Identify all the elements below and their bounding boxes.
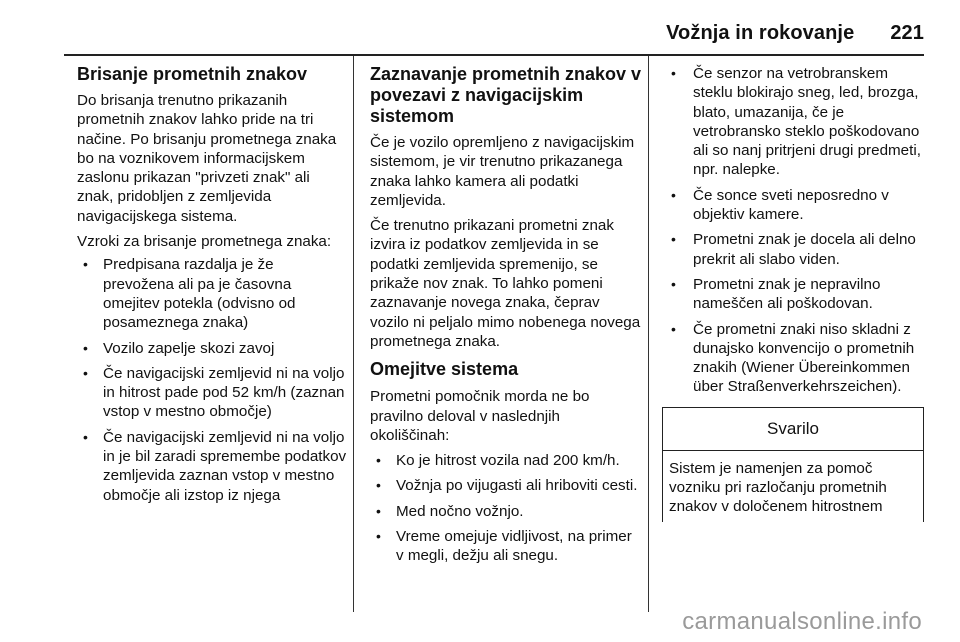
list-item: • Predpisana razdalja je že prevožena ali pa je časovna omejitev potekla (odvisno od posameznega znaka) (83, 256, 296, 332)
heading-sign-deletion: Brisanje prometnih znakov (77, 64, 308, 84)
bullet-icon: • (376, 502, 381, 519)
deletion-cause-list (77, 255, 347, 505)
paragraph-map-data-change: Če trenutno prikazani prometni znak izvira iz podatkov zemljevida in se podatki zemljevida spremenijo, se prikaže nov znak. To lahko pomeni zaznavanje novega znaka, čeprav vozilo ni peljalo mimo nobenega novega prometnega znaka. (370, 217, 641, 350)
bullet-icon: • (671, 320, 676, 337)
list-item: • Če sonce sveti neposredno v objektiv kamere. (671, 186, 889, 224)
warning-title: Svarilo (663, 408, 923, 451)
list-item: • Prometni znak je nepravilno nameščen ali poškodovan. (671, 275, 881, 313)
paragraph-deletion-causes: Vzroki za brisanje prometnega znaka: (77, 233, 332, 251)
column-divider-1 (353, 56, 354, 612)
column-divider-2 (648, 56, 649, 612)
section-title: Vožnja in rokovanje (666, 22, 855, 44)
limits-list-continued (669, 64, 927, 397)
warning-box (662, 407, 924, 522)
list-item: • Če prometni znaki niso skladni z dunajsko konvencijo o prometnih znakih (Wiener Übereinkommen über Straßenverkehrszeichen). (671, 320, 915, 396)
warning-text: Sistem je namenjen za pomoč vozniku pri razločanju prometnih znakov v določenem hitrostnem (669, 459, 887, 516)
bullet-icon: • (671, 186, 676, 203)
list-item: • Če senzor na vetrobranskem steklu blokirajo sneg, led, brozga, blato, umazanija, če je vetrobransko steklo poškodovano ali so nanj pritrjeni drugi predmeti, npr. nalepke. (671, 65, 921, 179)
list-item: • Ko je hitrost vozila nad 200 km/h. (376, 452, 620, 470)
bullet-icon: • (83, 428, 88, 445)
list-item: • Vreme omejuje vidljivost, na primer v megli, dežju ali snegu. (376, 528, 632, 565)
bullet-icon: • (376, 528, 381, 545)
column-2 (370, 64, 642, 572)
heading-navigation-recognition: Zaznavanje prometnih znakov v povezavi z navigacijskim sistemom (370, 64, 642, 126)
page-number: 221 (890, 22, 924, 44)
paragraph-deletion-intro: Do brisanja trenutno prikazanih prometnih znakov lahko pride na tri načine. Po brisanju prometnega znaka bo na voznikovem informacijskem zaslonu prikazan "privzeti znak" ali znak, pridobljen z zemljevida navigacijskega sistema. (77, 92, 337, 225)
list-item: • Med nočno vožnjo. (376, 502, 524, 520)
bullet-icon: • (376, 477, 381, 494)
bullet-icon: • (83, 364, 88, 381)
bullet-icon: • (671, 275, 676, 292)
bullet-icon: • (376, 452, 381, 469)
list-item: • Vozilo zapelje skozi zavoj (83, 339, 275, 357)
page-header (64, 22, 924, 45)
bullet-icon: • (671, 65, 676, 81)
list-item: • Če navigacijski zemljevid ni na voljo in hitrost pade pod 52 km/h (zaznan vstop v mestno območje) (83, 364, 345, 421)
watermark: carmanualsonline.info (682, 608, 922, 635)
bullet-icon: • (671, 231, 676, 248)
list-item: • Vožnja po vijugasti ali hriboviti cesti. (376, 477, 638, 495)
list-item: • Prometni znak je docela ali delno prekrit ali slabo viden. (671, 231, 916, 268)
column-1 (77, 64, 347, 511)
bullet-icon: • (83, 256, 88, 273)
list-item: • Če navigacijski zemljevid ni na voljo in je bil zaradi spremembe podatkov zemljevida zaznan vstop v mestno območje ali izstop iz njega (83, 428, 347, 504)
paragraph-navigation-source: Če je vozilo opremljeno z navigacijskim sistemom, je vir trenutno prikazanega znaka lahko kamera ali podatki zemljevida. (370, 134, 635, 209)
limits-list (370, 451, 642, 565)
column-3 (669, 64, 927, 522)
bullet-icon: • (83, 339, 88, 356)
paragraph-limits-intro: Prometni pomočnik morda ne bo pravilno deloval v naslednjih okoliščinah: (370, 388, 590, 444)
header-rule (64, 54, 924, 56)
heading-system-limits: Omejitve sistema (370, 359, 519, 380)
